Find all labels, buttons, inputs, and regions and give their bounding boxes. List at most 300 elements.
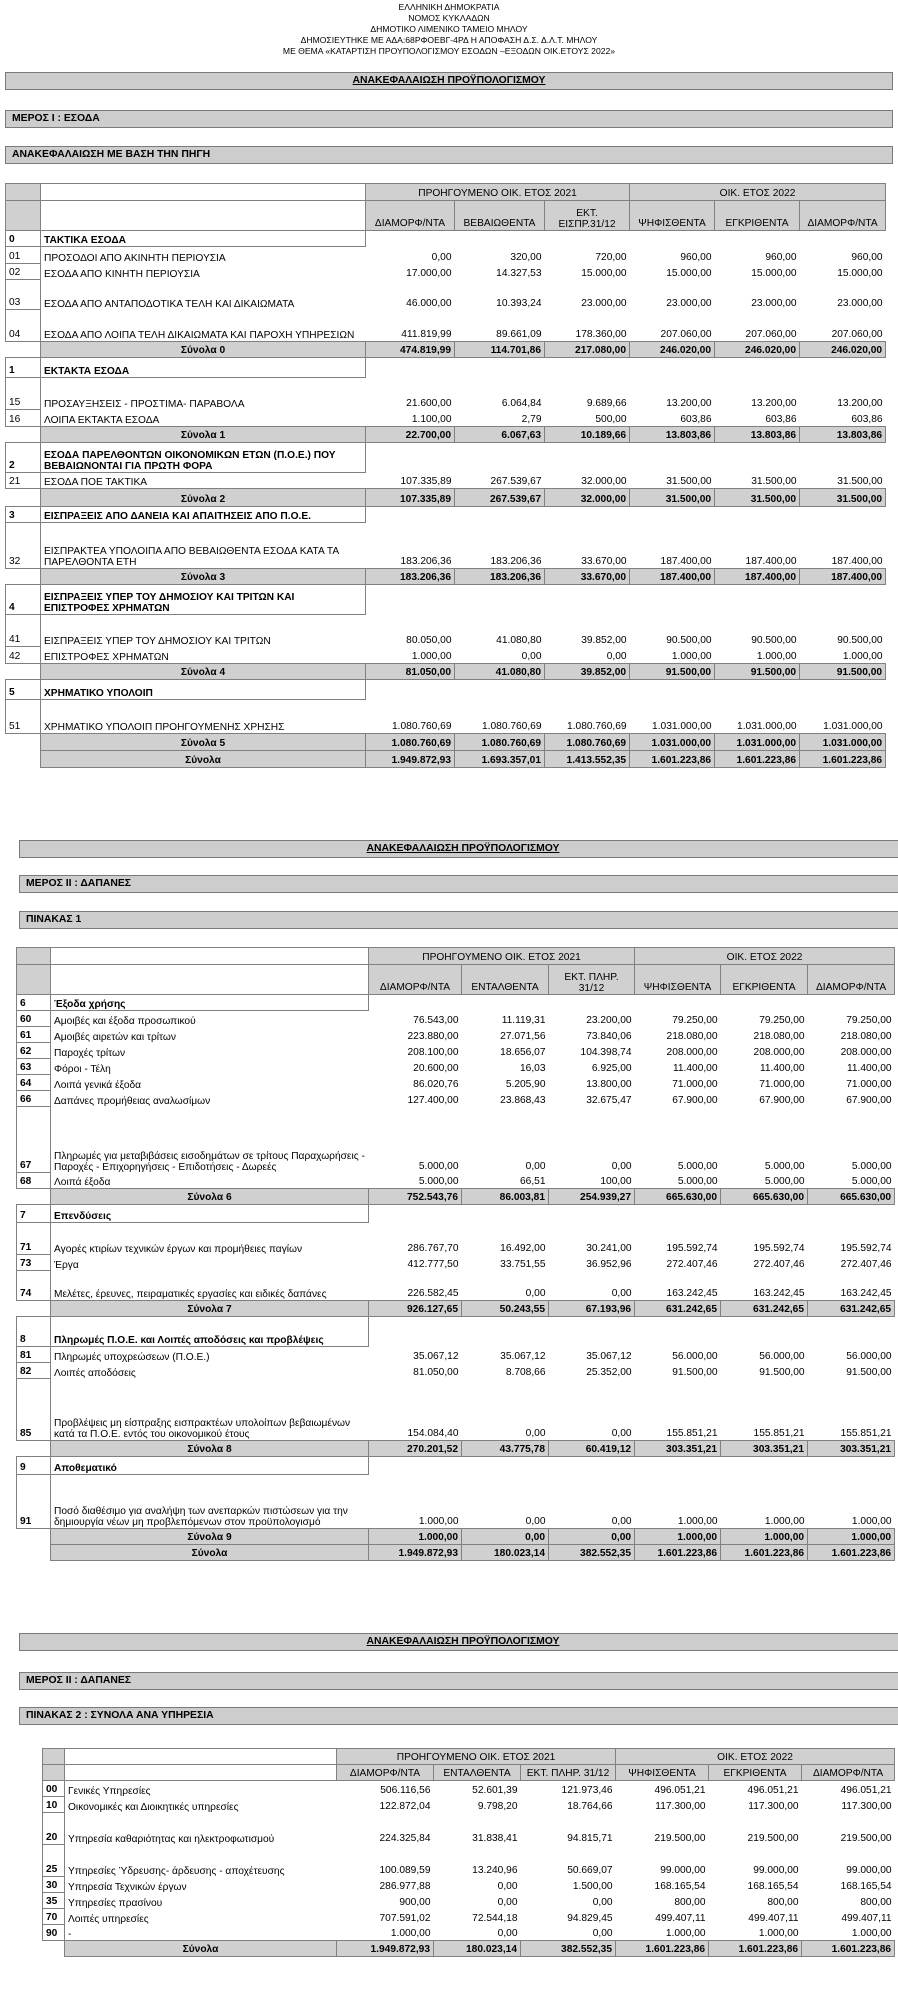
row-code: 41 bbox=[6, 615, 41, 647]
row-value: 163.242,45 bbox=[840, 1288, 892, 1299]
empty-cell bbox=[6, 427, 41, 443]
category-row bbox=[6, 358, 886, 378]
col-header: ΔΙΑΜΟΡΦ/ΝΤΑ bbox=[802, 1765, 895, 1781]
subtotal-label: Σύνολα bbox=[65, 1941, 337, 1957]
row-value: 0,00 bbox=[592, 1896, 613, 1908]
header-line: ΔΗΜΟΤΙΚΟ ΛΙΜΕΝΙΚΟ ΤΑΜΕΙΟ ΜΗΛΟΥ bbox=[370, 24, 528, 34]
row-value: 499.407,11 bbox=[655, 1912, 706, 1924]
category-code: 2 bbox=[6, 443, 41, 473]
row-value: 178.360,00 bbox=[575, 329, 627, 340]
row-value: 91.500,00 bbox=[672, 1366, 718, 1378]
row-value: 187.400,00 bbox=[745, 556, 797, 567]
empty-cell bbox=[630, 358, 715, 378]
category-row bbox=[17, 995, 895, 1011]
subtotal-value: 43.775,78 bbox=[462, 1441, 549, 1457]
subtotal-label: Σύνολα 3 bbox=[41, 569, 366, 585]
row-value: 16,03 bbox=[520, 1062, 546, 1074]
row-value: 15.000,00 bbox=[837, 267, 883, 279]
subtotal-label: Σύνολα 6 bbox=[51, 1189, 369, 1205]
subtotal-row bbox=[17, 1301, 895, 1317]
table-row bbox=[17, 1107, 895, 1173]
category-label: ΧΡΗΜΑΤΙΚΟ ΥΠΟΛΟΙΠ bbox=[41, 680, 366, 700]
empty-cell bbox=[630, 507, 715, 523]
row-value: 0,00 bbox=[525, 1288, 546, 1299]
row-value: 207.060,00 bbox=[660, 329, 712, 340]
col-header: ΕΚΤ. ΕΙΣΠΡ.31/12 bbox=[545, 201, 630, 231]
row-value: 960,00 bbox=[680, 251, 712, 263]
row-value: 154.084,40 bbox=[407, 1428, 459, 1439]
col-header: ΒΕΒΑΙΩΘΕΝΤΑ bbox=[455, 201, 545, 231]
table-row bbox=[43, 1893, 895, 1909]
table-row bbox=[17, 1379, 895, 1441]
category-label: ΕΣΟΔΑ ΠΑΡΕΛΘΟΝΤΩΝ ΟΙΚΟΝΟΜΙΚΩΝ ΕΤΩΝ (Π.Ο.Ε.) ΠΟΥ ΒΕΒΑΙΩΝΟΝΤΑΙ ΓΙΑ ΠΡΩΤΗ ΦΟΡΑ bbox=[41, 443, 366, 473]
subtotal-row bbox=[17, 1529, 895, 1545]
empty-cell bbox=[455, 680, 545, 700]
row-label: Λοιπές υπηρεσίες bbox=[68, 1913, 149, 1925]
row-value: 94.815,71 bbox=[567, 1832, 613, 1844]
empty-cell bbox=[800, 680, 886, 700]
row-code: 21 bbox=[6, 473, 41, 489]
row-code: 66 bbox=[17, 1091, 51, 1107]
subtotal-value: 31.500,00 bbox=[630, 489, 715, 507]
empty-cell bbox=[455, 585, 545, 615]
row-value: 1.000,00 bbox=[851, 1928, 892, 1939]
header-line: ΜΕ ΘΕΜΑ «ΚΑΤΑΡΤΙΣΗ ΠΡΟΥΠΟΛΟΓΙΣΜΟΥ ΕΣΟΔΩΝ –ΕΞΟΔΩΝ ΟΙΚ.ΕΤΟΥΣ 2022» bbox=[282, 46, 616, 56]
empty-cell bbox=[369, 995, 462, 1011]
empty-cell bbox=[808, 995, 895, 1011]
row-value: 207.060,00 bbox=[745, 329, 797, 340]
subtotal-value: 631.242,65 bbox=[721, 1301, 808, 1317]
row-label: Λοιπά έξοδα bbox=[54, 1177, 111, 1188]
empty-cell bbox=[455, 231, 545, 247]
category-code: 6 bbox=[17, 995, 51, 1011]
category-code: 0 bbox=[6, 231, 41, 247]
label-header-cell bbox=[65, 1749, 337, 1765]
category-row bbox=[6, 443, 886, 473]
corner-cell bbox=[43, 1765, 65, 1781]
empty-cell bbox=[721, 1317, 808, 1347]
row-label: Φόροι - Τέλη bbox=[54, 1063, 111, 1075]
empty-cell bbox=[545, 585, 630, 615]
row-value: 2,79 bbox=[521, 414, 542, 425]
row-value: 90.500,00 bbox=[751, 634, 797, 646]
table-row bbox=[17, 1043, 895, 1059]
row-value: 39.852,00 bbox=[581, 634, 627, 646]
empty-cell bbox=[549, 1457, 635, 1475]
row-code: 82 bbox=[17, 1363, 51, 1379]
row-value: 1.500,00 bbox=[572, 1880, 613, 1892]
row-value: 960,00 bbox=[765, 251, 797, 263]
row-value: 107.335,89 bbox=[400, 476, 452, 487]
header-line: ΕΛΛΗΝΙΚΗ ΔΗΜΟΚΡΑΤΙΑ bbox=[398, 2, 500, 12]
subtotal-row bbox=[6, 569, 886, 585]
row-label: Αγορές κτιρίων τεχνικών έργων και προμήθειες παγίων bbox=[54, 1243, 303, 1255]
row-value: 35.067,12 bbox=[586, 1350, 632, 1362]
table-row bbox=[17, 1011, 895, 1027]
table-row bbox=[43, 1797, 895, 1813]
empty-cell bbox=[366, 507, 455, 523]
subtotal-value: 1.000,00 bbox=[635, 1529, 721, 1545]
empty-cell bbox=[462, 995, 549, 1011]
row-code: 63 bbox=[17, 1059, 51, 1075]
empty-cell bbox=[17, 1441, 51, 1457]
revenue-part-title: ΜΕΡΟΣ Ι : ΕΣΟΔΑ bbox=[5, 110, 893, 128]
row-value: 412.777,50 bbox=[407, 1258, 459, 1270]
row-value: 5.000,00 bbox=[677, 1160, 718, 1172]
empty-cell bbox=[808, 1457, 895, 1475]
row-value: 0,00 bbox=[525, 1160, 546, 1172]
empty-cell bbox=[366, 680, 455, 700]
row-value: 499.407,11 bbox=[748, 1912, 799, 1924]
row-value: 155.851,21 bbox=[840, 1428, 892, 1439]
row-value: 155.851,21 bbox=[666, 1428, 718, 1439]
empty-cell bbox=[6, 751, 41, 768]
row-value: 1.000,00 bbox=[764, 1516, 805, 1527]
row-code: 42 bbox=[6, 647, 41, 664]
services-table bbox=[42, 1748, 895, 1957]
subtotal-value: 33.670,00 bbox=[545, 569, 630, 585]
subtotal-value: 1.949.872,93 bbox=[366, 751, 455, 768]
row-value: 1.080.760,69 bbox=[482, 721, 542, 732]
empty-cell bbox=[715, 585, 800, 615]
subtotal-value: 303.351,21 bbox=[808, 1441, 895, 1457]
category-row bbox=[6, 507, 886, 523]
row-value: 1.000,00 bbox=[411, 651, 452, 662]
empty-cell bbox=[366, 585, 455, 615]
row-value: 11.400,00 bbox=[846, 1062, 892, 1074]
row-value: 187.400,00 bbox=[831, 556, 883, 567]
row-label: Έργα bbox=[54, 1259, 79, 1271]
subtotal-value: 183.206,36 bbox=[455, 569, 545, 585]
row-value: 71.000,00 bbox=[846, 1078, 892, 1090]
document-header bbox=[0, 2, 898, 57]
col-header: ΨΗΦΙΣΘΕΝΤΑ bbox=[630, 201, 715, 231]
col-header: ΔΙΑΜΟΡΦ/ΝΤΑ bbox=[369, 965, 462, 995]
row-value: 226.582,45 bbox=[407, 1288, 459, 1299]
category-label: Πληρωμές Π.Ο.Ε. και Λοιπές αποδόσεις και προβλέψεις bbox=[51, 1317, 369, 1347]
subtotal-label: Σύνολα 1 bbox=[41, 427, 366, 443]
subtotal-value: 382.552,35 bbox=[521, 1941, 616, 1957]
empty-cell bbox=[800, 231, 886, 247]
row-value: 218.080,00 bbox=[840, 1030, 892, 1042]
row-value: 506.116,56 bbox=[380, 1784, 431, 1796]
row-code: 03 bbox=[6, 280, 41, 310]
row-value: 411.819,99 bbox=[401, 329, 452, 340]
subtotal-value: 1.031.000,00 bbox=[630, 734, 715, 751]
row-value: 1.100,00 bbox=[411, 414, 452, 425]
row-value: 496.051,21 bbox=[840, 1784, 892, 1796]
row-label: Υπηρεσίες Ύδρευσης- άρδευσης - αποχέτευσης bbox=[68, 1865, 285, 1877]
row-value: 94.829,45 bbox=[567, 1912, 613, 1924]
col-header: ΕΓΚΡΙΘΕΝΤΑ bbox=[715, 201, 800, 231]
category-label: ΤΑΚΤΙΚΑ ΕΣΟΔΑ bbox=[41, 231, 366, 247]
col-header: ΔΙΑΜΟΡΦ/ΝΤΑ bbox=[337, 1765, 434, 1781]
empty-cell bbox=[545, 231, 630, 247]
row-value: 56.000,00 bbox=[672, 1350, 718, 1362]
subtotal-label: Σύνολα bbox=[41, 751, 366, 768]
row-value: 0,00 bbox=[497, 1896, 518, 1908]
subtotal-value: 1.949.872,93 bbox=[337, 1941, 434, 1957]
empty-cell bbox=[17, 1301, 51, 1317]
table-row bbox=[17, 1173, 895, 1189]
row-value: 71.000,00 bbox=[759, 1078, 805, 1090]
subtotal-label: Σύνολα 2 bbox=[41, 489, 366, 507]
corner-cell bbox=[6, 184, 41, 201]
empty-cell bbox=[630, 443, 715, 473]
empty-cell bbox=[6, 569, 41, 585]
row-value: 187.400,00 bbox=[660, 556, 712, 567]
table-row bbox=[17, 1363, 895, 1379]
subtotal-value: 91.500,00 bbox=[630, 664, 715, 680]
empty-cell bbox=[455, 443, 545, 473]
table-row bbox=[43, 1877, 895, 1893]
row-code: 70 bbox=[43, 1909, 65, 1925]
row-value: 208.000,00 bbox=[753, 1046, 805, 1058]
row-value: 272.407,46 bbox=[840, 1258, 892, 1270]
subtotal-value: 665.630,00 bbox=[635, 1189, 721, 1205]
row-value: 100,00 bbox=[600, 1176, 632, 1187]
empty-cell bbox=[715, 507, 800, 523]
row-value: 168.165,54 bbox=[654, 1880, 706, 1892]
row-value: 208.100,00 bbox=[407, 1046, 459, 1058]
row-value: 33.670,00 bbox=[581, 556, 627, 567]
subtotal-label: Σύνολα 5 bbox=[41, 734, 366, 751]
subtotal-value: 60.419,12 bbox=[549, 1441, 635, 1457]
subtotal-value: 1.413.552,35 bbox=[545, 751, 630, 768]
subtotal-value: 1.601.223,86 bbox=[630, 751, 715, 768]
subtotal-value: 39.852,00 bbox=[545, 664, 630, 680]
subtotal-value: 67.193,96 bbox=[549, 1301, 635, 1317]
subtotal-value: 41.080,80 bbox=[455, 664, 545, 680]
row-value: 89.661,09 bbox=[496, 329, 542, 340]
subtotal-value: 114.701,86 bbox=[455, 342, 545, 358]
table-row bbox=[17, 1255, 895, 1271]
row-value: 800,00 bbox=[860, 1896, 892, 1908]
row-code: 10 bbox=[43, 1797, 65, 1813]
table-row bbox=[6, 378, 886, 410]
category-label: Έξοδα χρήσης bbox=[51, 995, 369, 1011]
subtotal-label: Σύνολα 8 bbox=[51, 1441, 369, 1457]
row-value: 35.067,12 bbox=[413, 1350, 459, 1362]
row-code: 61 bbox=[17, 1027, 51, 1043]
row-value: 496.051,21 bbox=[654, 1784, 706, 1796]
row-code: 32 bbox=[6, 523, 41, 569]
table-row bbox=[17, 1059, 895, 1075]
empty-cell bbox=[366, 231, 455, 247]
group-cur-header: ΟΙΚ. ΕΤΟΣ 2022 bbox=[616, 1749, 895, 1765]
row-value: 168.165,54 bbox=[747, 1880, 799, 1892]
row-label: Αμοιβές και έξοδα προσωπικού bbox=[54, 1015, 196, 1027]
table-row bbox=[17, 1347, 895, 1363]
subtotal-value: 31.500,00 bbox=[715, 489, 800, 507]
subtotal-value: 1.601.223,86 bbox=[616, 1941, 709, 1957]
row-value: 25.352,00 bbox=[586, 1366, 632, 1378]
row-label: Λοιπές αποδόσεις bbox=[54, 1367, 136, 1379]
header-line: ΝΟΜΟΣ ΚΥΚΛΑΔΩΝ bbox=[408, 13, 490, 23]
row-value: 5.000,00 bbox=[418, 1160, 459, 1172]
subtotal-label: Σύνολα 7 bbox=[51, 1301, 369, 1317]
subtotal-value: 13.803,86 bbox=[630, 427, 715, 443]
row-value: 13.240,96 bbox=[472, 1864, 518, 1876]
row-value: 603,86 bbox=[851, 414, 883, 425]
subtotal-row bbox=[17, 1545, 895, 1561]
row-value: 0,00 bbox=[525, 1428, 546, 1439]
row-value: 100.089,59 bbox=[379, 1864, 431, 1876]
row-value: 23.200,00 bbox=[586, 1014, 632, 1026]
subtotal-value: 91.500,00 bbox=[800, 664, 886, 680]
services-table-title: ΠΙΝΑΚΑΣ 2 : ΣΥΝΟΛΑ ΑΝΑ ΥΠΗΡΕΣΙΑ bbox=[19, 1707, 898, 1725]
row-code: 00 bbox=[43, 1781, 65, 1797]
row-label: ΠΡΟΣΟΔΟΙ ΑΠΟ ΑΚΙΝΗΤΗ ΠΕΡΙΟΥΣΙΑ bbox=[44, 252, 226, 264]
table-row bbox=[17, 1027, 895, 1043]
row-value: 121.973,46 bbox=[561, 1784, 613, 1796]
table-row bbox=[6, 280, 886, 310]
row-label: Ποσό διαθέσιμο για αναλήψη των ανεπαρκών πιστώσεων για την δημιουργία νέων μη προβλεπόμενων στον προϋπολογισμό bbox=[54, 1506, 348, 1528]
subtotal-value: 1.601.223,86 bbox=[709, 1941, 802, 1957]
subtotal-value: 1.601.223,86 bbox=[715, 751, 800, 768]
row-value: 23.000,00 bbox=[581, 297, 627, 309]
table-row bbox=[17, 1075, 895, 1091]
row-code: 73 bbox=[17, 1255, 51, 1271]
subtotal-value: 1.080.760,69 bbox=[455, 734, 545, 751]
row-label: Αμοιβές αιρετών και τρίτων bbox=[54, 1031, 176, 1043]
row-code: 04 bbox=[6, 310, 41, 342]
row-code: 60 bbox=[17, 1011, 51, 1027]
col-header: ΕΝΤΑΛΘΕΝΤΑ bbox=[434, 1765, 521, 1781]
subtotal-value: 187.400,00 bbox=[715, 569, 800, 585]
col-header: ΔΙΑΜΟΡΦ/ΝΤΑ bbox=[800, 201, 886, 231]
row-value: 79.250,00 bbox=[846, 1014, 892, 1026]
category-row bbox=[6, 231, 886, 247]
col-header: ΕΚΤ. ΠΛΗΡ. 31/12 bbox=[549, 965, 635, 995]
row-value: 1.000,00 bbox=[390, 1928, 431, 1939]
subtotal-value: 1.031.000,00 bbox=[715, 734, 800, 751]
row-value: 32.000,00 bbox=[581, 476, 627, 487]
subtotal-value: 665.630,00 bbox=[721, 1189, 808, 1205]
row-value: 104.398,74 bbox=[580, 1046, 632, 1058]
revenue-summary-title: ΑΝΑΚΕΦΑΛΑΙΩΣΗ ΠΡΟΫΠΟΛΟΓΙΣΜΟΥ bbox=[5, 72, 893, 90]
row-value: 168.165,54 bbox=[840, 1880, 892, 1892]
subtotal-value: 91.500,00 bbox=[715, 664, 800, 680]
row-value: 800,00 bbox=[674, 1896, 706, 1908]
row-value: 31.838,41 bbox=[472, 1832, 518, 1844]
row-value: 67.900,00 bbox=[672, 1094, 718, 1106]
row-value: 31.500,00 bbox=[837, 476, 883, 487]
row-value: 183.206,36 bbox=[490, 556, 542, 567]
row-value: 5.000,00 bbox=[764, 1160, 805, 1172]
row-value: 267.539,67 bbox=[490, 476, 542, 487]
empty-cell bbox=[366, 443, 455, 473]
col-header: ΕΝΤΑΛΘΕΝΤΑ bbox=[462, 965, 549, 995]
empty-cell bbox=[549, 1317, 635, 1347]
services-summary-title: ΑΝΑΚΕΦΑΛΑΙΩΣΗ ΠΡΟΫΠΟΛΟΓΙΣΜΟΥ bbox=[19, 1633, 898, 1651]
empty-cell bbox=[17, 1545, 51, 1561]
row-label: ΠΡΟΣΑΥΞΗΣΕΙΣ - ΠΡΟΣΤΙΜΑ- ΠΑΡΑΒΟΛΑ bbox=[44, 398, 245, 410]
table-row bbox=[6, 247, 886, 264]
subtotal-value: 474.819,99 bbox=[366, 342, 455, 358]
row-value: 5.205,90 bbox=[505, 1078, 546, 1090]
row-value: 32.675,47 bbox=[586, 1094, 632, 1106]
category-code: 7 bbox=[17, 1205, 51, 1223]
empty-cell bbox=[715, 231, 800, 247]
row-value: 496.051,21 bbox=[747, 1784, 799, 1796]
row-value: 117.300,00 bbox=[748, 1800, 799, 1812]
category-label: Επενδύσεις bbox=[51, 1205, 369, 1223]
row-code: 20 bbox=[43, 1813, 65, 1845]
empty-cell bbox=[545, 443, 630, 473]
label-header-cell bbox=[65, 1765, 337, 1781]
row-value: 66,51 bbox=[520, 1176, 546, 1187]
subtotal-row bbox=[6, 734, 886, 751]
table-row bbox=[6, 700, 886, 734]
corner-cell bbox=[17, 948, 51, 965]
label-header-cell bbox=[41, 184, 366, 201]
category-row bbox=[6, 585, 886, 615]
category-code: 3 bbox=[6, 507, 41, 523]
empty-cell bbox=[715, 680, 800, 700]
row-value: 117.300,00 bbox=[841, 1800, 892, 1812]
row-value: 5.000,00 bbox=[851, 1176, 892, 1187]
empty-cell bbox=[549, 1205, 635, 1223]
expenses-table-title: ΠΙΝΑΚΑΣ 1 bbox=[19, 911, 898, 929]
row-value: 499.407,11 bbox=[841, 1912, 892, 1924]
subtotal-row bbox=[43, 1941, 895, 1957]
row-value: 11.119,31 bbox=[501, 1014, 546, 1026]
row-value: 18.764,66 bbox=[567, 1800, 613, 1812]
table-row bbox=[6, 615, 886, 647]
category-label: Αποθεματικό bbox=[51, 1457, 369, 1475]
row-code: 91 bbox=[17, 1475, 51, 1529]
label-header-cell bbox=[51, 948, 369, 965]
row-value: 163.242,45 bbox=[666, 1288, 718, 1299]
subtotal-value: 187.400,00 bbox=[800, 569, 886, 585]
empty-cell bbox=[462, 1317, 549, 1347]
row-value: 17.000,00 bbox=[406, 267, 452, 279]
corner-cell bbox=[17, 965, 51, 995]
subtotal-value: 1.080.760,69 bbox=[545, 734, 630, 751]
row-value: 56.000,00 bbox=[759, 1350, 805, 1362]
revenue-table bbox=[5, 183, 886, 768]
empty-cell bbox=[545, 680, 630, 700]
row-value: 86.020,76 bbox=[413, 1078, 459, 1090]
row-value: 14.327,53 bbox=[496, 267, 542, 279]
row-value: 18.656,07 bbox=[500, 1046, 546, 1058]
row-value: 15.000,00 bbox=[751, 267, 797, 279]
row-value: 219.500,00 bbox=[840, 1832, 892, 1844]
empty-cell bbox=[800, 507, 886, 523]
row-value: 208.000,00 bbox=[840, 1046, 892, 1058]
row-code: 74 bbox=[17, 1271, 51, 1301]
row-value: 20.600,00 bbox=[413, 1062, 459, 1074]
row-value: 13.800,00 bbox=[586, 1078, 632, 1090]
empty-cell bbox=[630, 680, 715, 700]
row-value: 707.591,02 bbox=[379, 1912, 431, 1924]
table-row bbox=[17, 1271, 895, 1301]
revenue-source-title: ΑΝΑΚΕΦΑΛΑΙΩΣΗ ΜΕ ΒΑΣΗ ΤΗΝ ΠΗΓΗ bbox=[5, 146, 893, 164]
category-code: 1 bbox=[6, 358, 41, 378]
row-value: 30.241,00 bbox=[586, 1242, 632, 1254]
table-row bbox=[17, 1091, 895, 1107]
category-label: ΕΙΣΠΡΑΞΕΙΣ ΥΠΕΡ ΤΟΥ ΔΗΜΟΣΙΟΥ ΚΑΙ ΤΡΙΤΩΝ ΚΑΙ ΕΠΙΣΤΡΟΦΕΣ ΧΡΗΜΑΤΩΝ bbox=[41, 585, 366, 615]
subtotal-value: 1.949.872,93 bbox=[369, 1545, 462, 1561]
row-value: 13.200,00 bbox=[837, 397, 883, 409]
category-code: 8 bbox=[17, 1317, 51, 1347]
row-value: 1.080.760,69 bbox=[567, 721, 627, 732]
row-value: 0,00 bbox=[592, 1928, 613, 1939]
subtotal-row bbox=[6, 342, 886, 358]
row-value: 91.500,00 bbox=[846, 1366, 892, 1378]
table-row bbox=[43, 1781, 895, 1797]
